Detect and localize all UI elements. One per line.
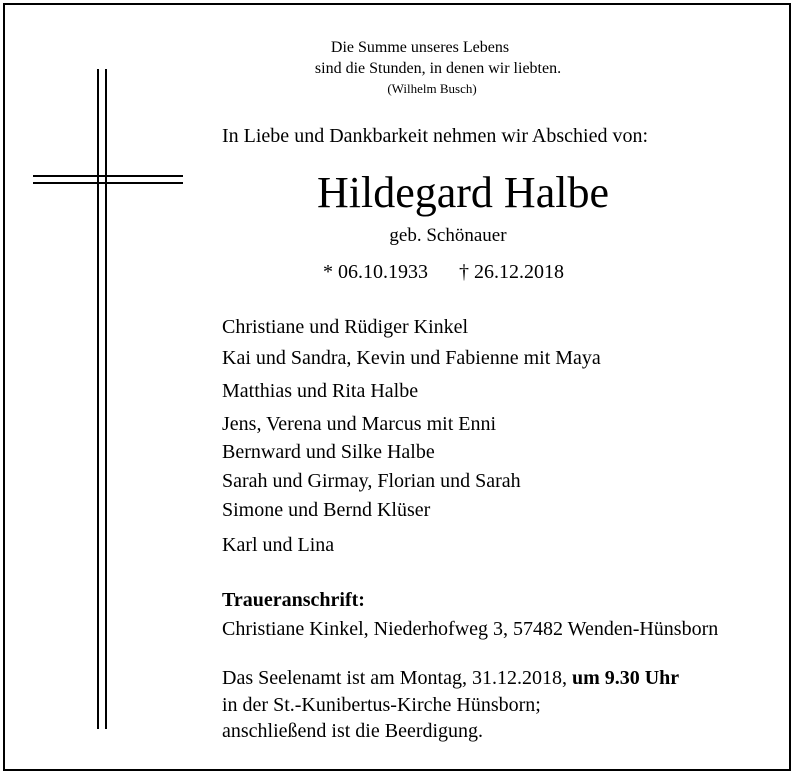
- service-date-text: Das Seelenamt ist am Montag, 31.12.2018,: [222, 667, 572, 689]
- quote-line-2: sind die Stunden, in denen wir liebten.: [314, 60, 562, 77]
- mourner-line: Sarah und Girmay, Florian und Sarah: [222, 470, 521, 492]
- service-line-2: in der St.-Kunibertus-Kirche Hünsborn;: [222, 694, 541, 716]
- quote-line-1: Die Summe unseres Lebens: [330, 39, 510, 56]
- birth-name: geb. Schönauer: [389, 225, 507, 246]
- deceased-name: Hildegard Halbe: [317, 168, 609, 217]
- mourner-line: Jens, Verena und Marcus mit Enni: [222, 413, 497, 435]
- mourner-line: Simone und Bernd Klüser: [222, 499, 431, 521]
- birth-date: * 06.10.1933: [323, 261, 428, 283]
- mourner-line: Christiane und Rüdiger Kinkel: [222, 316, 469, 338]
- mourner-line: Kai und Sandra, Kevin und Fabienne mit Maya: [222, 347, 601, 369]
- mourner-line: Matthias und Rita Halbe: [222, 380, 419, 402]
- service-time: um 9.30 Uhr: [571, 667, 680, 689]
- quote-author: (Wilhelm Busch): [387, 81, 477, 96]
- intro-text: In Liebe und Dankbarkeit nehmen wir Abschied von:: [222, 125, 648, 147]
- address-heading: Traueranschrift:: [222, 589, 365, 611]
- service-line-1: [222, 667, 679, 690]
- address-text: Christiane Kinkel, Niederhofweg 3, 57482 Wenden-Hünsborn: [222, 618, 719, 640]
- death-date: † 26.12.2018: [459, 261, 564, 283]
- mourner-line: Karl und Lina: [222, 534, 335, 556]
- mourner-line: Bernward und Silke Halbe: [222, 441, 435, 463]
- service-line-3: anschließend ist die Beerdigung.: [222, 720, 484, 742]
